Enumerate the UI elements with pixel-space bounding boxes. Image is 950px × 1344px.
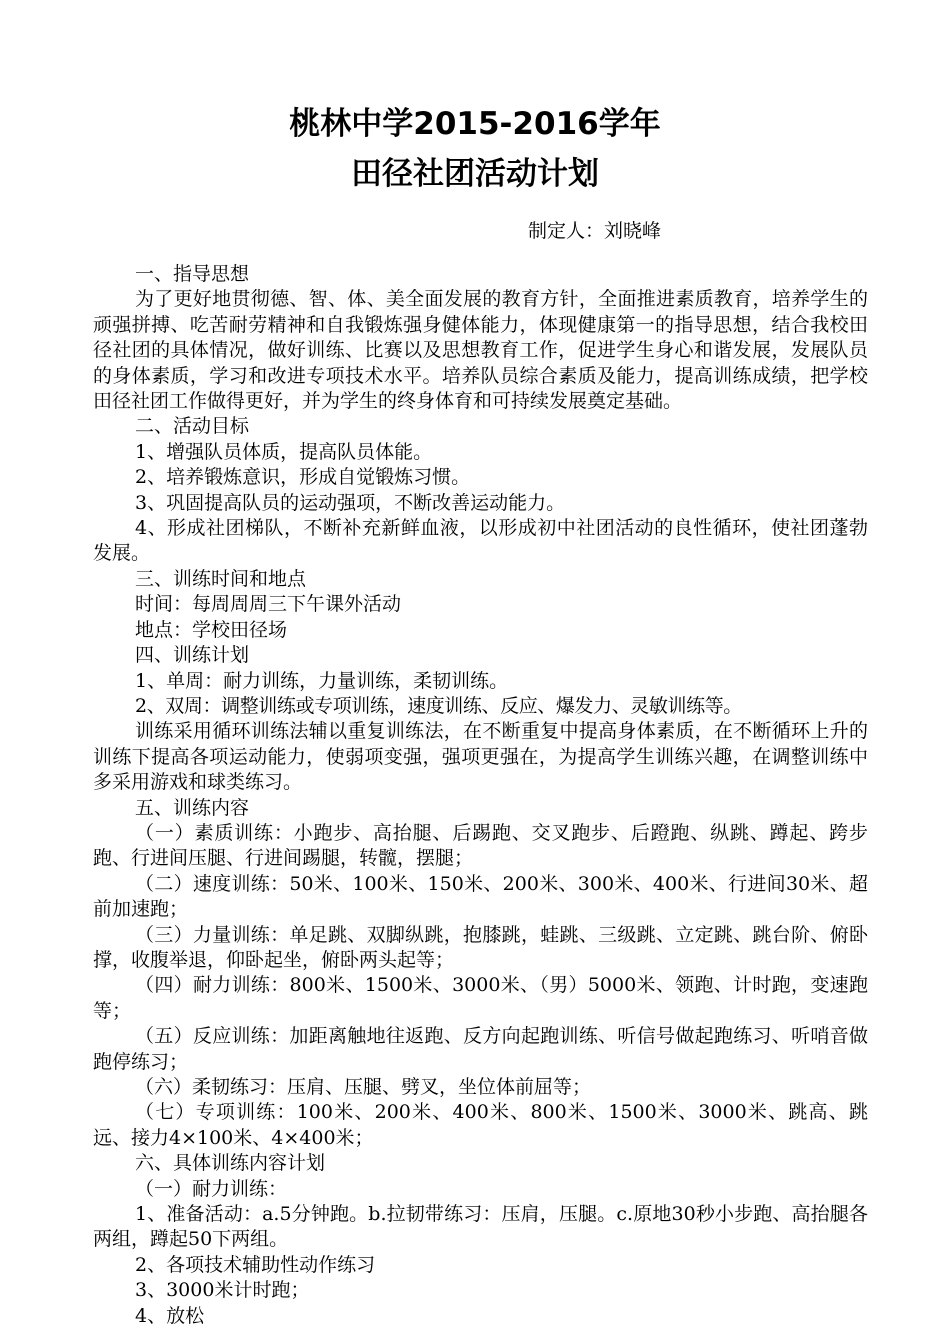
- list-item: 1、准备活动：a.5分钟跑。b.拉韧带练习：压肩，压腿。c.原地30秒小步跑、高抬腿各两组，蹲起50下两组。: [93, 1203, 868, 1251]
- list-item: （五）反应训练：加距离触地往返跑、反方向起跑训练、听信号做起跑练习、听哨音做跑停练习；: [93, 1025, 868, 1073]
- document-title: 桃林中学2015-2016学年: [289, 106, 661, 142]
- subsection-heading: （一）耐力训练：: [135, 1177, 288, 1200]
- list-item: 3、巩固提高队员的运动强项，不断改善运动能力。: [135, 491, 566, 514]
- list-item: 地点：学校田径场: [135, 618, 288, 641]
- list-item: 4、形成社团梯队，不断补充新鲜血液，以形成初中社团活动的良性循环，使社团蓬勃发展。: [93, 517, 868, 565]
- section-heading: 二、活动目标: [135, 415, 250, 438]
- section-heading: 三、训练时间和地点: [135, 567, 307, 590]
- section-heading: 一、指导思想: [135, 263, 250, 285]
- list-item: 2、各项技术辅助性动作练习: [135, 1253, 376, 1276]
- author-line: 制定人：刘晓峰: [528, 220, 662, 242]
- list-item: （四）耐力训练：800米、1500米、3000米、（男）5000米、领跑、计时跑，变速跑等；: [93, 974, 868, 1022]
- list-item: 2、双周：调整训练或专项训练，速度训练、反应、爆发力、灵敏训练等。: [135, 694, 742, 717]
- list-item: （六）柔韧练习：压肩、压腿、劈叉，坐位体前屈等；: [135, 1076, 592, 1098]
- list-item: 1、增强队员体质，提高队员体能。: [135, 440, 433, 463]
- list-item: （三）力量训练：单足跳、双脚纵跳，抱膝跳，蛙跳、三级跳、立定跳、跳台阶、俯卧撑，收腹举退，仰卧起坐，俯卧两头起等；: [93, 923, 868, 971]
- list-item: 1、单周：耐力训练，力量训练，柔韧训练。: [135, 669, 509, 692]
- paragraph: 训练采用循环训练法辅以重复训练法，在不断重复中提高身体素质，在不断循环上升的训练下提高各项运动能力，使弱项变强，强项更强在，为提高学生训练兴趣，在调整训练中多采用游戏和球类练习。: [93, 720, 868, 794]
- paragraph: 为了更好地贯彻德、智、体、美全面发展的教育方针，全面推进素质教育，培养学生的顽强拼搏、吃苦耐劳精神和自我锻炼强身健体能力，体现健康第一的指导思想，结合我校田径社团的具体情况，做好训练、比赛以及思想教育工作，促进学生身心和谐发展，发展队员的身体素质，学习和改进专项技术水平。培养队员综合素质及能力，提高训练成绩，把学校田径社团工作做得更好，并为学生的终身体育和可持续发展奠定基础。: [93, 288, 868, 413]
- list-item: （七）专项训练：100米、200米、400米、800米、1500米、3000米、跳高、跳远、接力4×100米、4×400米；: [93, 1101, 868, 1149]
- list-item: 时间：每周周周三下午课外活动: [135, 593, 402, 616]
- section-heading: 四、训练计划: [135, 644, 250, 667]
- section-heading: 五、训练内容: [135, 796, 250, 819]
- list-item: 4、放松: [135, 1304, 205, 1327]
- document-body: [93, 262, 868, 1329]
- list-item: （一）素质训练：小跑步、高抬腿、后踢跑、交叉跑步、后蹬跑、纵跳、蹲起、跨步跑、行进间压腿、行进间踢腿，转髋，摆腿；: [93, 821, 868, 870]
- list-item: 2、培养锻炼意识，形成自觉锻炼习惯。: [135, 466, 471, 489]
- document-subtitle: 田径社团活动计划: [351, 156, 599, 192]
- section-heading: 六、具体训练内容计划: [135, 1152, 326, 1175]
- list-item: （二）速度训练：50米、100米、150米、200米、300米、400米、行进间30米、超前加速跑；: [93, 872, 868, 921]
- list-item: 3、3000米计时跑；: [135, 1279, 310, 1302]
